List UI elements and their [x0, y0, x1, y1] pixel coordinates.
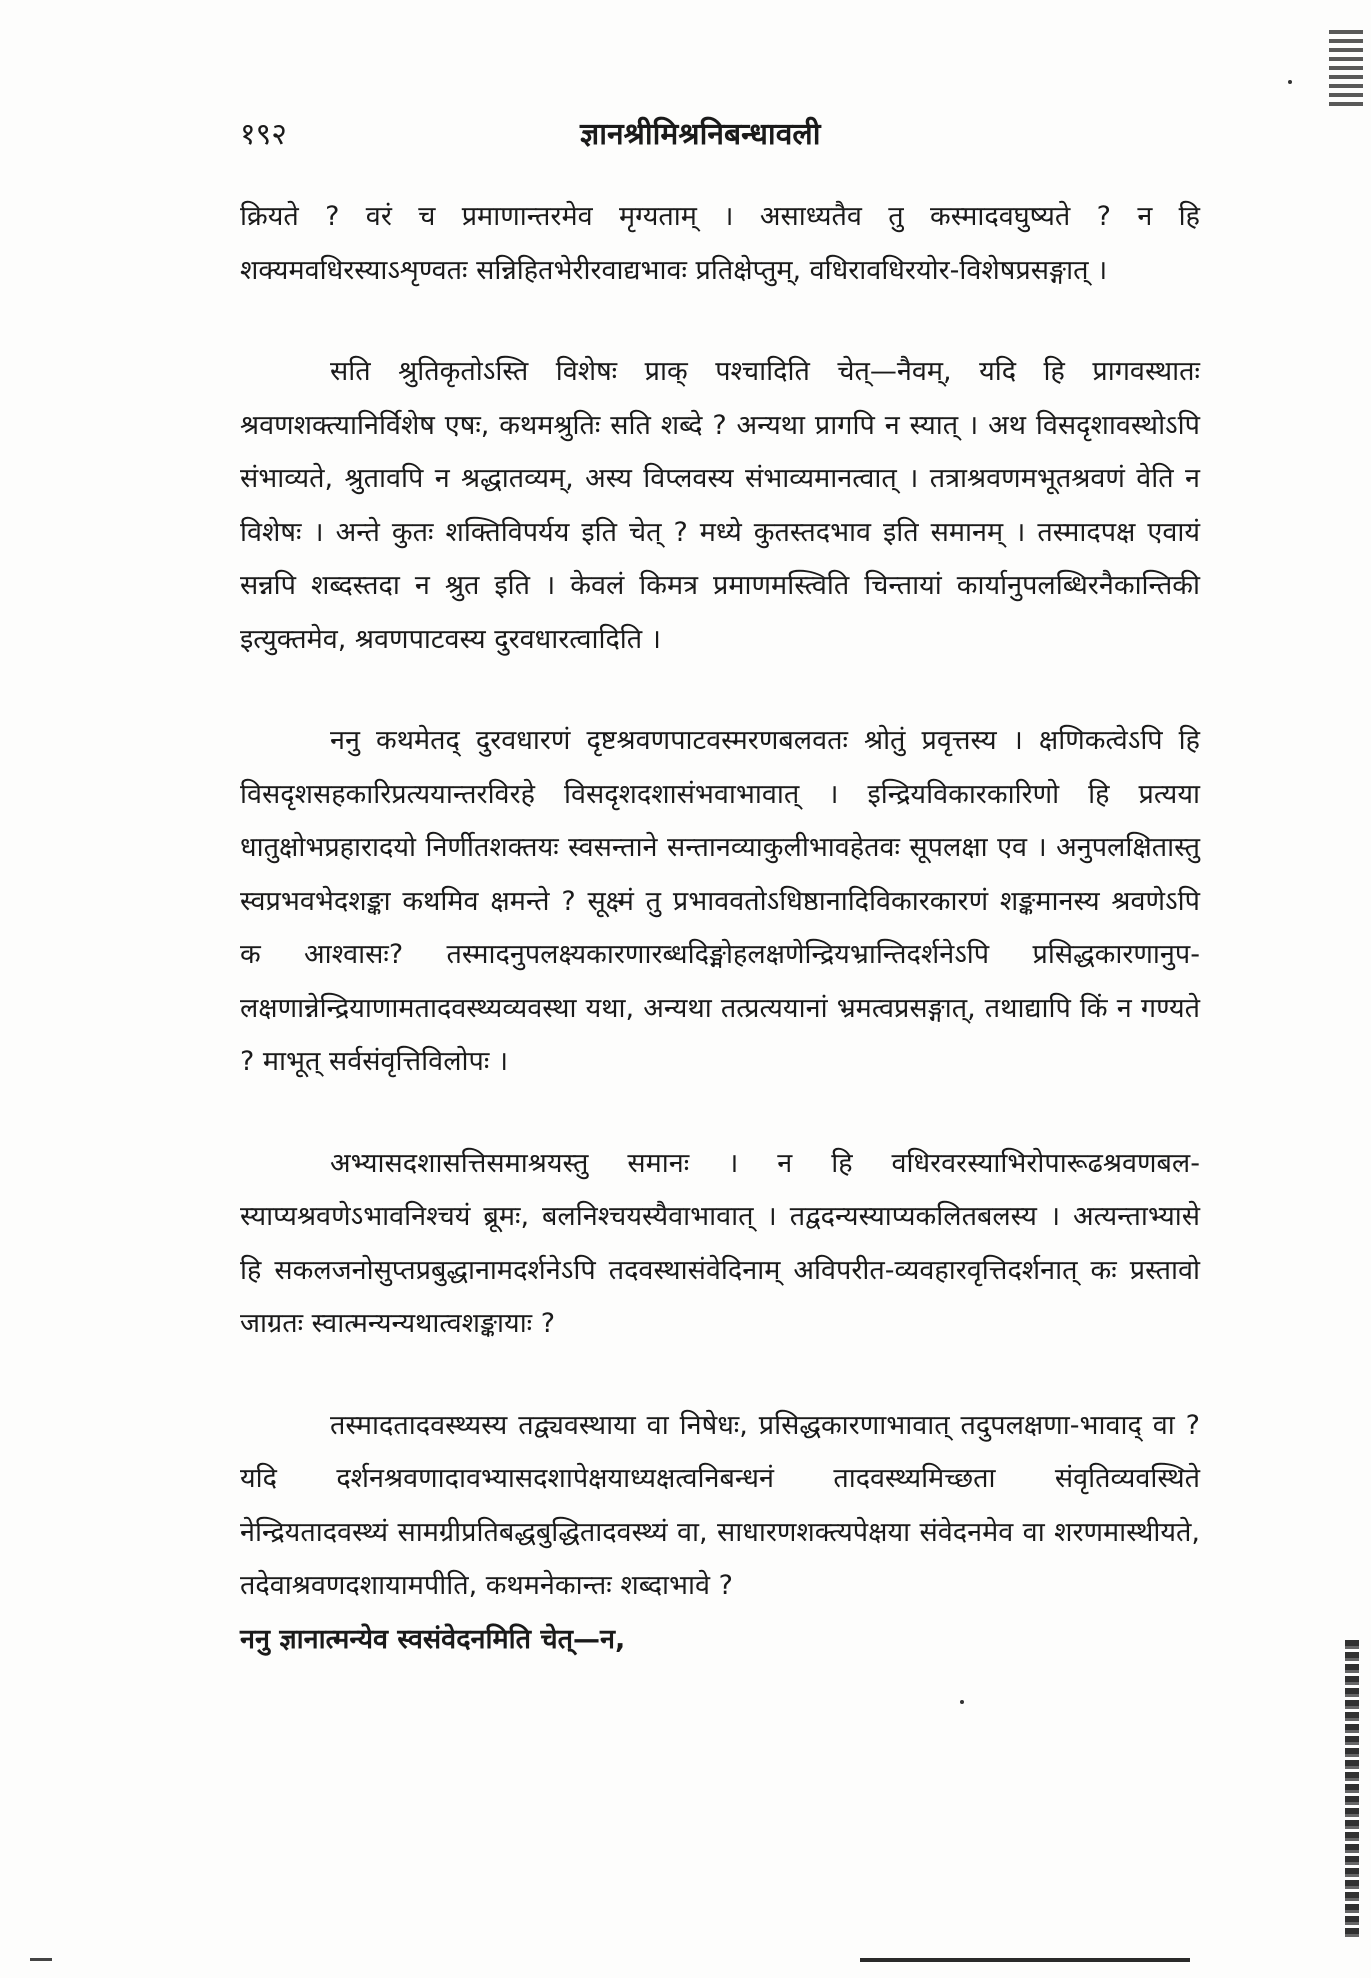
paragraph: अभ्यासदशासत्तिसमाश्रयस्तु समानः । न हि वधिरवरस्याभिरोपारूढश्रवणबल-स्याप्यश्रवणेऽभावनिश्चयं ब्रूमः, बलनिश्चयस्यैवाभावात् । तद्वदन्यस्याप्यकलितबलस्य । अत्यन्ताभ्यासे हि सकलजनोसुप्तप्रबुद्धानामदर्शनेऽपि तदवस्थासंवेदिनाम् अविपरीत-व्यवहारवृत्तिदर्शनात् कः प्रस्तावो जाग्रतः स्वात्मन्यन्यथात्वशङ्कायाः ?	[240, 1147, 1200, 1339]
scan-edge-artifact	[1329, 30, 1363, 110]
paragraph: सति श्रुतिकृतोऽस्ति विशेषः प्राक् पश्चादिति चेत्—नैवम्, यदि हि प्रागवस्थातः श्रवणशक्त्यानिर्विशेष एषः, कथमश्रुतिः सति शब्दे ? अन्यथा प्रागपि न स्यात् । अथ विसदृशावस्थोऽपि संभाव्यते, श्रुतावपि न श्रद्धातव्यम्, अस्य विप्लवस्य संभाव्यमानत्वात् । तत्राश्रवणमभूतश्रवणं वेति न विशेषः । अन्ते कुतः शक्तिविपर्यय इति चेत् ? मध्ये कुतस्तदभाव इति समानम् । तस्मादपक्ष एवायं सन्नपि शब्दस्तदा न श्रुत इति । केवलं किमत्र प्रमाणमस्त्विति चिन्तायां कार्यानुपलब्धिरनैकान्तिकी इत्युक्तमेव, श्रवणपाटवस्य दुरवधारत्वादिति ।	[240, 356, 1200, 655]
scan-corner-mark	[30, 1958, 52, 1961]
paragraph-continuation: ननु ज्ञानात्मन्येव स्वसंवेदनमिति चेत्—न,	[240, 1623, 626, 1655]
footer-rule	[860, 1958, 1190, 1962]
page-number: १९२	[240, 117, 287, 152]
book-title: ज्ञानश्रीमिश्रनिबन्धावली	[580, 117, 821, 152]
running-head	[240, 112, 1200, 162]
paragraph: क्रियते ? वरं च प्रमाणान्तरमेव मृग्यताम् । असाध्यतैव तु कस्मादवघुष्यते ? न हि शक्यमवधिरस्याऽशृण्वतः सन्निहितभेरीरवाद्यभावः प्रतिक्षेप्तुम्, वधिरावधिरयोर-विशेषप्रसङ्गात् ।	[240, 201, 1200, 286]
scan-speck	[960, 1700, 964, 1704]
body-text	[240, 190, 1200, 1666]
scan-speck	[1288, 80, 1292, 84]
paragraph: ननु कथमेतद् दुरवधारणं दृष्टश्रवणपाटवस्मरणबलवतः श्रोतुं प्रवृत्तस्य । क्षणिकत्वेऽपि हि विसदृशसहकारिप्रत्ययान्तरविरहे विसदृशदशासंभवाभावात् । इन्द्रियविकारकारिणो हि प्रत्यया धातुक्षोभप्रहारादयो निर्णीतशक्तयः स्वसन्ताने सन्तानव्याकुलीभावहेतवः सूपलक्षा एव । अनुपलक्षितास्तु स्वप्रभवभेदशङ्का कथमिव क्षमन्ते ? सूक्ष्मं तु प्रभाववतोऽधिष्ठानादिविकारकारणं शङ्कमानस्य श्रवणेऽपि क आश्वासः? तस्मादनुपलक्ष्यकारणारब्धदिङ्मोहलक्षणेन्द्रियभ्रान्तिदर्शनेऽपि प्रसिद्धकारणानुप-लक्षणान्नेन्द्रियाणामतादवस्थ्यव्यवस्था यथा, अन्यथा तत्प्रत्ययानां भ्रमत्वप्रसङ्गात्, तथाद्यापि किं न गण्यते ? माभूत् सर्वसंवृत्तिविलोपः ।	[240, 725, 1200, 1077]
paragraph: तस्मादतादवस्थ्यस्य तद्व्यवस्थाया वा निषेधः, प्रसिद्धकारणाभावात् तदुपलक्षणा-भावाद् वा ? यदि दर्शनश्रवणादावभ्यासदशापेक्षयाध्यक्षत्वनिबन्धनं तादवस्थ्यमिच्छता संवृतिव्यवस्थिते नेन्द्रियतादवस्थ्यं सामग्रीप्रतिबद्धबुद्धितादवस्थ्यं वा, साधारणशक्त्यपेक्षया संवेदनमेव वा शरणमास्थीयते, तदेवाश्रवणदशायामपीति, कथमनेकान्तः शब्दाभावे ?	[240, 1409, 1200, 1601]
scan-binding-shadow	[1345, 1640, 1359, 1940]
